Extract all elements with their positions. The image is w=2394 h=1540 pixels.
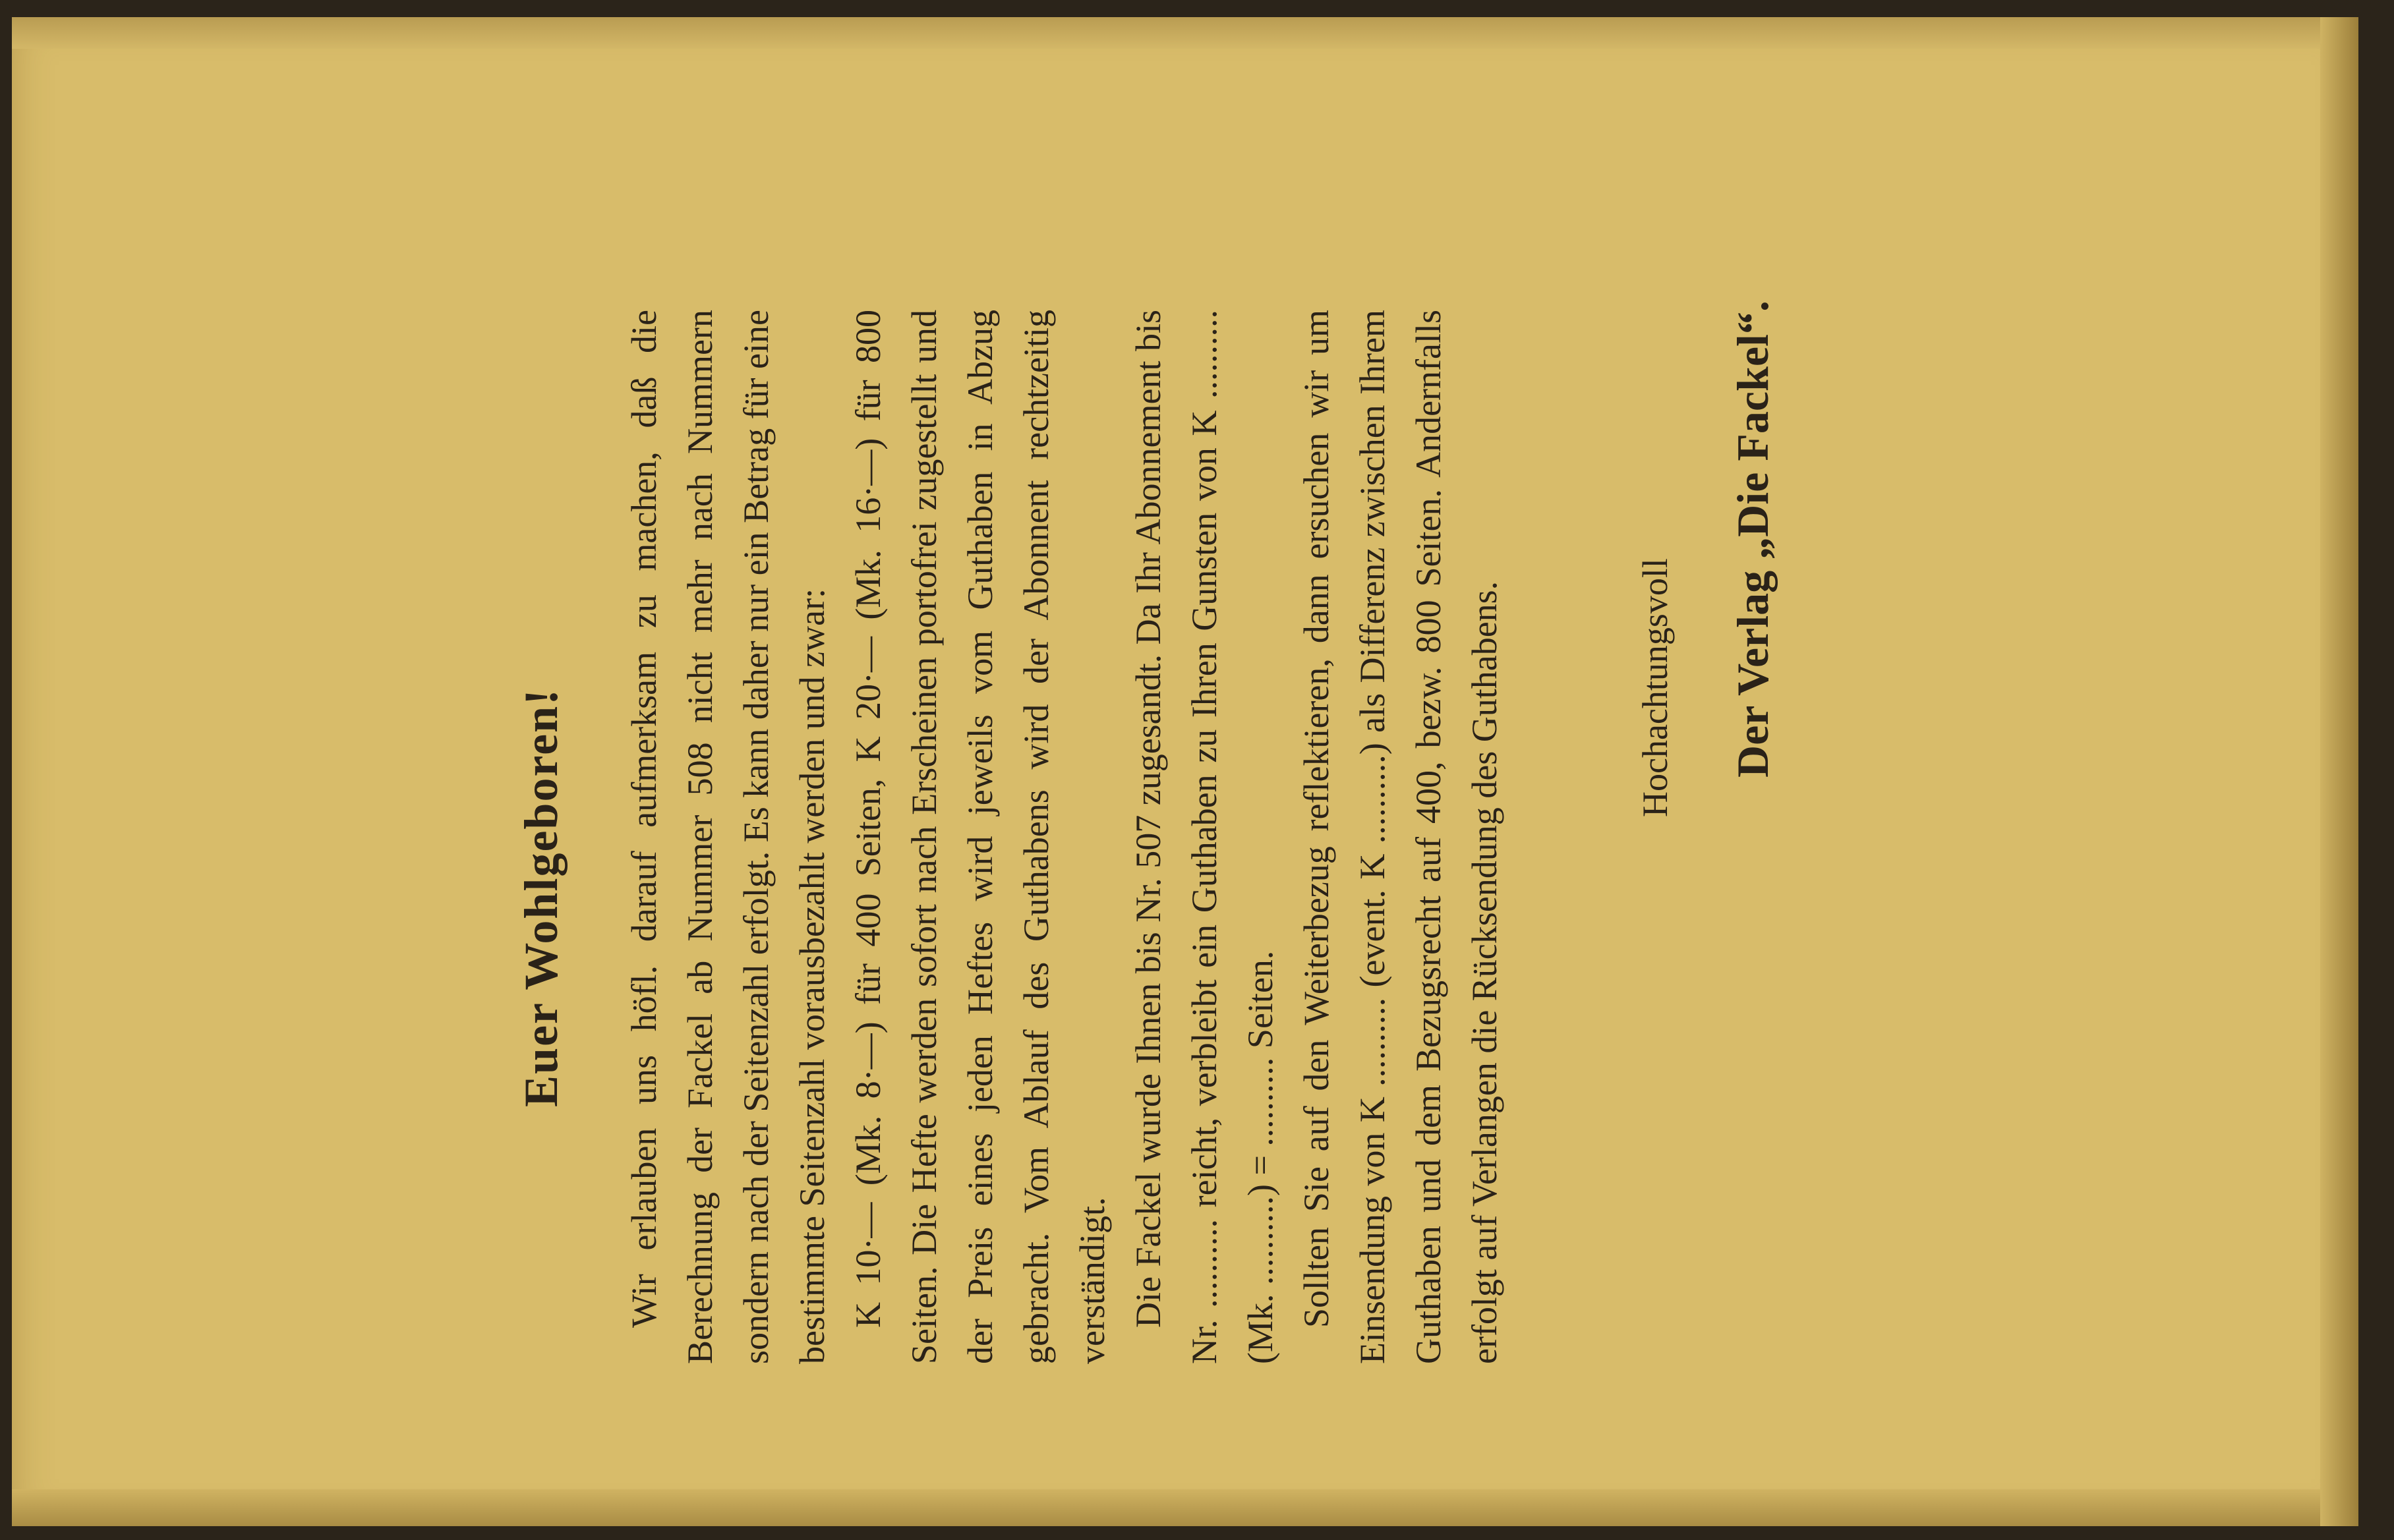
- letter-body: [616, 310, 1513, 1364]
- paragraph-3: Die Fackel wurde Ihnen bis Nr. 507 zugesandt. Da Ihr Abonnement bis Nr. .......... reicht, verbleibt ein Guthaben zu Ihren Gunsten von K .......... (Mk. ..........) = .......... Seiten.: [1128, 310, 1280, 1364]
- letter-signature: Der Verlag „Die Fackel“.: [1728, 300, 1778, 778]
- letter-text-block: [501, 132, 1819, 1384]
- letter-heading: Euer Wohlgeboren!: [515, 687, 568, 1107]
- paragraph-2: K 10·— (Mk. 8·—) für 400 Seiten, K 20·— (Mk. 16·—) für 800 Seiten. Die Hefte werden sofort nach Erscheinen portofrei zugestellt und der Preis eines jeden Heftes wird jeweils vom Guthaben in Abzug gebracht. Vom Ablauf des Guthabens wird der Abonnent rechtzeitig verständigt.: [848, 310, 1112, 1364]
- page-edge-right: [2320, 17, 2358, 1526]
- page-edge-top: [12, 17, 2358, 49]
- paragraph-4: Sollten Sie auf den Weiterbezug reflektieren, dann ersuchen wir um Einsendung von K .......... (event. K ..........) als Differenz zwischen Ihrem Guthaben und dem Bezugsrecht auf 400, bezw. 800 Seiten. Andernfalls erfolgt auf Verlangen die Rücksendung des Guthabens.: [1297, 310, 1504, 1364]
- letter-closing: Hochachtungsvoll: [1635, 558, 1675, 817]
- page-edge-bottom: [12, 1489, 2358, 1526]
- paragraph-1: Wir erlauben uns höfl. darauf aufmerksam zu machen, daß die Berechnung der Fackel ab Nummer 508 nicht mehr nach Nummern sondern nach der Seitenzahl erfolgt. Es kann daher nur ein Betrag für eine bestimmte Seitenzahl vorausbezahlt werden und zwar:: [624, 310, 832, 1364]
